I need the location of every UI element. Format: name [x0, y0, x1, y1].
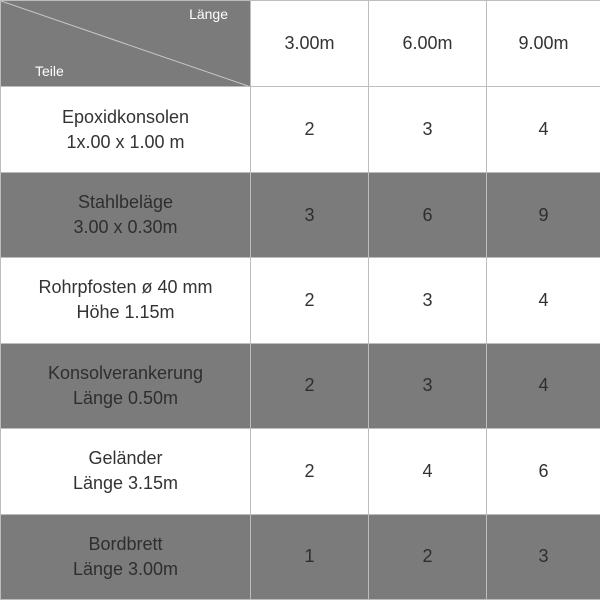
- length-header-cell: 6.00m: [369, 1, 487, 87]
- table-row: [1, 87, 600, 172]
- parts-axis-label: Teile: [35, 63, 64, 80]
- part-dimension: 3.00 x 0.30m: [73, 217, 178, 238]
- length-header-cell: 3.00m: [251, 1, 369, 87]
- part-dimension: Länge 3.00m: [72, 558, 179, 579]
- quantity-cell: 6: [487, 429, 600, 514]
- table-row: [1, 258, 600, 343]
- part-name: Epoxidkonsolen: [61, 106, 190, 127]
- table-row: [1, 429, 600, 514]
- part-cell: [1, 514, 251, 599]
- quantity-cell: 2: [251, 343, 369, 428]
- quantity-cell: 3: [369, 258, 487, 343]
- quantity-cell: 2: [251, 429, 369, 514]
- length-header-cell: 9.00m: [487, 1, 600, 87]
- part-cell: [1, 258, 251, 343]
- part-name: Stahlbeläge: [77, 192, 174, 213]
- quantity-cell: 4: [487, 343, 600, 428]
- part-cell: [1, 343, 251, 428]
- part-dimension: 1x.00 x 1.00 m: [66, 131, 185, 152]
- table-row: [1, 343, 600, 428]
- part-cell: [1, 87, 251, 172]
- part-name: Bordbrett: [88, 533, 163, 554]
- length-axis-label: Länge: [189, 6, 228, 22]
- part-dimension: Höhe 1.15m: [76, 302, 175, 323]
- part-dimension: Länge 3.15m: [72, 473, 179, 494]
- quantity-cell: 9: [487, 172, 600, 257]
- quantity-cell: 3: [487, 514, 600, 599]
- quantity-cell: 4: [487, 87, 600, 172]
- quantity-cell: 3: [251, 172, 369, 257]
- part-name: Rohrpfosten ø 40 mm: [38, 277, 213, 298]
- quantity-cell: 4: [487, 258, 600, 343]
- table-row: [1, 514, 600, 599]
- quantity-cell: 2: [251, 258, 369, 343]
- corner-header-cell: [1, 1, 251, 87]
- quantity-cell: 1: [251, 514, 369, 599]
- quantity-cell: 3: [369, 343, 487, 428]
- part-dimension: Länge 0.50m: [72, 387, 179, 408]
- quantity-cell: 4: [369, 429, 487, 514]
- header-row: [1, 1, 600, 87]
- part-name: Geländer: [88, 448, 163, 469]
- part-cell: [1, 172, 251, 257]
- part-name: Konsolverankerung: [47, 362, 204, 383]
- quantity-cell: 2: [251, 87, 369, 172]
- quantity-cell: 6: [369, 172, 487, 257]
- table-row: [1, 172, 600, 257]
- part-cell: [1, 429, 251, 514]
- quantity-cell: 2: [369, 514, 487, 599]
- quantity-cell: 3: [369, 87, 487, 172]
